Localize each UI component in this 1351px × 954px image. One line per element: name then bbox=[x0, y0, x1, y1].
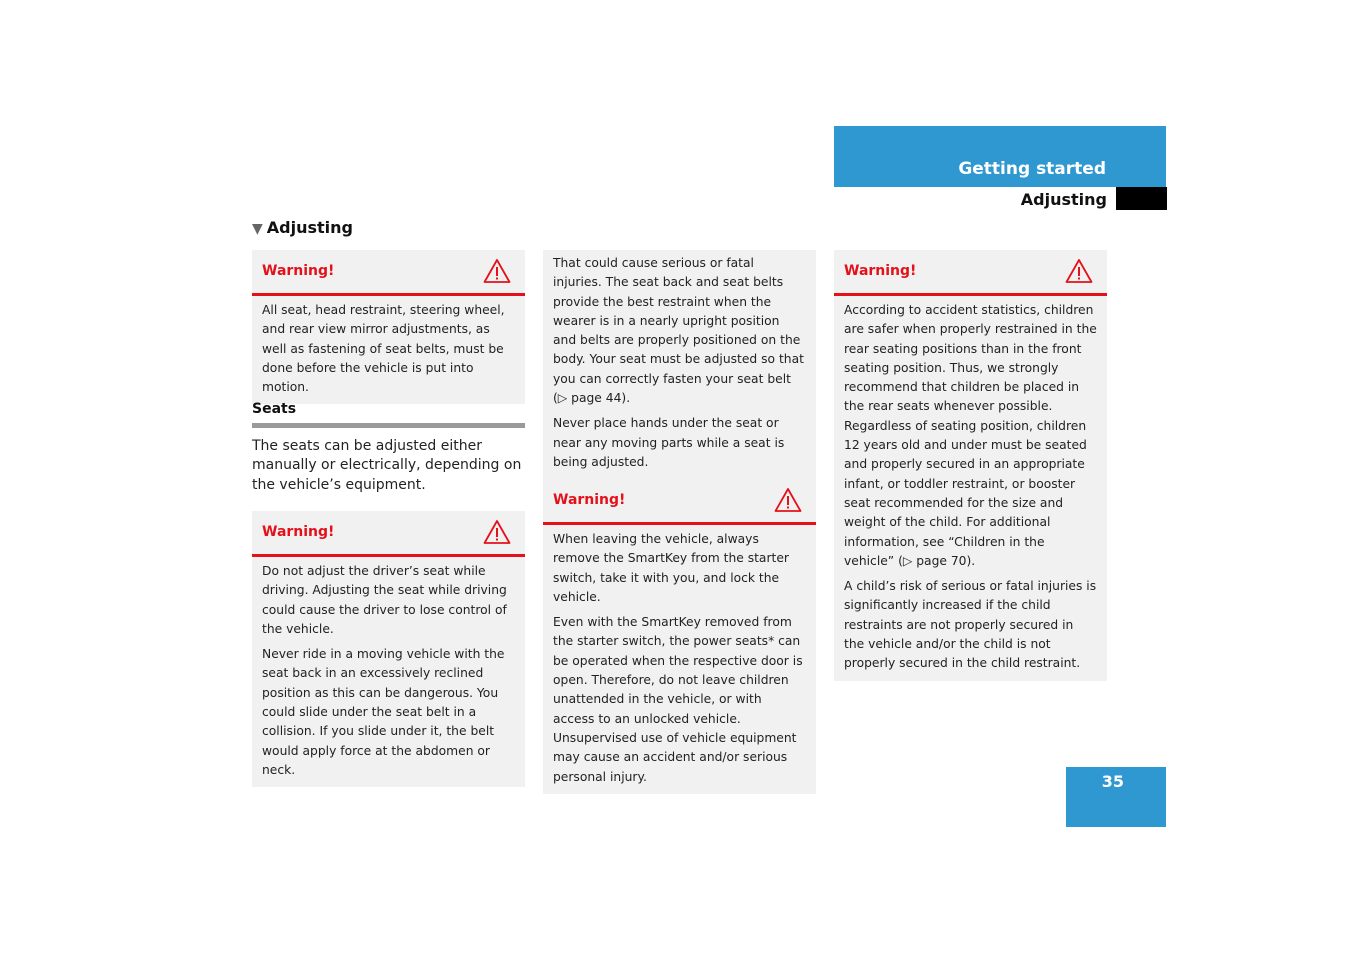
warning-text: Do not adjust the driver’s seat while driving. Adjusting the seat while driving could cause the driver to lose control of the vehicle. bbox=[262, 564, 507, 636]
warning-label: Warning! bbox=[844, 263, 917, 279]
warning-triangle-icon bbox=[774, 487, 802, 513]
warning-header bbox=[252, 250, 525, 296]
warning-box-children bbox=[834, 250, 1107, 681]
continuation-text: That could cause serious or fatal injuries. The seat back and seat belts provide the best restraint when the wearer is in a nearly upright position and belts are properly positioned on the body. Your seat must be adjusted so that you can correctly fasten your seat belt (▷ page 44). bbox=[553, 256, 804, 406]
warning-text: Even with the SmartKey removed from the starter switch, the power seats* can be operated when the respective door is open. Therefore, do not leave children unattended in the vehicle, or with access to an unlocked vehicle. Unsupervised use of vehicle equipment may cause an accident and/or serious personal injury. bbox=[553, 615, 803, 784]
warning-body bbox=[252, 296, 525, 404]
warning-triangle-icon bbox=[1065, 258, 1093, 284]
chapter-header bbox=[834, 126, 1166, 187]
section-heading bbox=[252, 218, 353, 237]
warning-body bbox=[834, 296, 1107, 681]
page-number-box bbox=[1066, 767, 1166, 827]
seats-heading: Seats bbox=[252, 401, 525, 428]
section-tab-marker bbox=[1116, 187, 1167, 210]
warning-label: Warning! bbox=[553, 492, 626, 508]
warning-box-smartkey bbox=[543, 479, 816, 794]
section-title: Adjusting bbox=[1020, 190, 1107, 209]
warning-text: When leaving the vehicle, always remove the SmartKey from the starter switch, take it with you, and lock the vehicle. bbox=[553, 532, 789, 604]
warning-text: A child’s risk of serious or fatal injuries is significantly increased if the child restraints are not properly secured in the vehicle and/or the child is not properly secured in the child restraint. bbox=[844, 579, 1097, 671]
warning-triangle-icon bbox=[483, 258, 511, 284]
warning-label: Warning! bbox=[262, 263, 335, 279]
triangle-down-icon: ▼ bbox=[252, 221, 263, 237]
warning-triangle-icon bbox=[483, 519, 511, 545]
warning-continuation-box bbox=[543, 250, 816, 480]
warning-box-driver-seat bbox=[252, 511, 525, 787]
warning-box-adjustments bbox=[252, 250, 525, 404]
warning-text: According to accident statistics, children are safer when properly restrained in the rear seating positions than in the front seating position. Thus, we strongly recommend that children be placed in the rear seats whenever possible. Regardless of seating position, children 12 years old and under must be seated and properly secured in an appropriate infant, or toddler restraint, or booster seat recommended for the size and weight of the child. For additional information, see “Children in the vehicle” (▷ page 70). bbox=[844, 303, 1097, 568]
seats-text: The seats can be adjusted either manually or electrically, depending on the vehicle’s equipment. bbox=[252, 438, 522, 493]
continuation-text: Never place hands under the seat or near any moving parts while a seat is being adjusted. bbox=[553, 416, 785, 469]
warning-label: Warning! bbox=[262, 524, 335, 540]
page-number: 35 bbox=[1101, 772, 1124, 791]
warning-header bbox=[252, 511, 525, 557]
warning-body bbox=[252, 557, 525, 787]
warning-header bbox=[834, 250, 1107, 296]
warning-header bbox=[543, 479, 816, 525]
warning-body bbox=[543, 525, 816, 794]
chapter-title: Getting started bbox=[958, 159, 1106, 179]
warning-text: Never ride in a moving vehicle with the seat back in an excessively reclined position as this can be dangerous. You could slide under the seat belt in a collision. If you slide under it, the belt would apply force at the abdomen or neck. bbox=[262, 647, 505, 777]
warning-text: All seat, head restraint, steering wheel, and rear view mirror adjustments, as well as fastening of seat belts, must be done before the vehicle is put into motion. bbox=[262, 303, 505, 395]
section-heading-text: Adjusting bbox=[266, 218, 353, 237]
